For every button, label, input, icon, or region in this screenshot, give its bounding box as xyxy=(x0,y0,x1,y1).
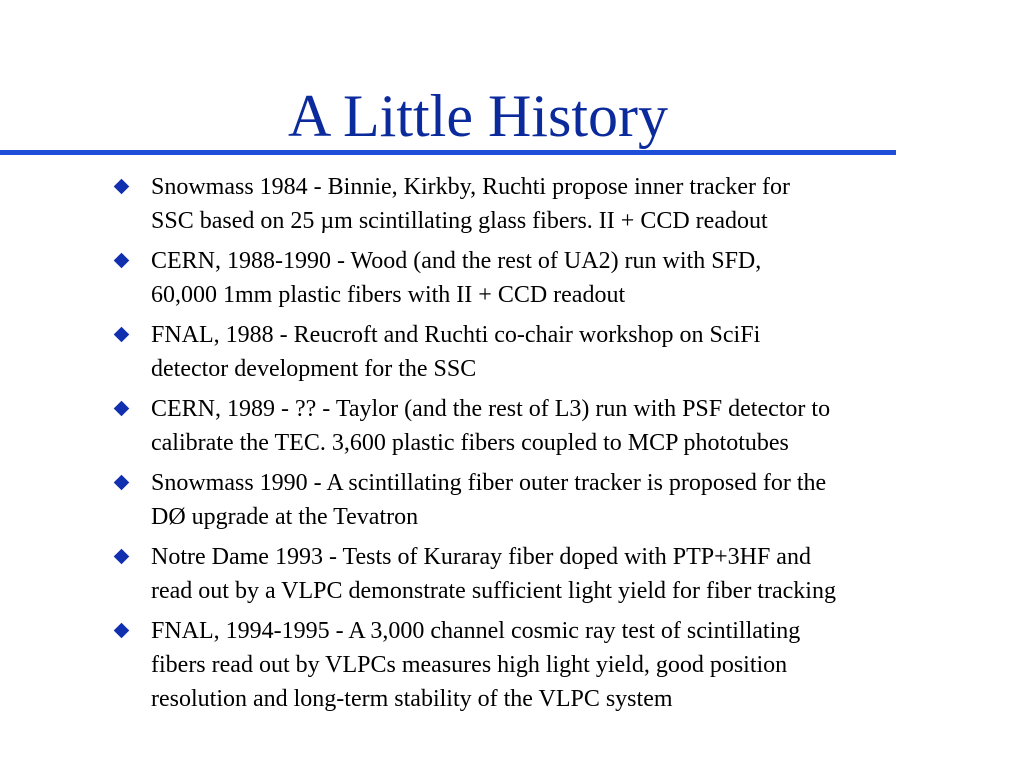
diamond-bullet-icon xyxy=(114,327,130,343)
bullet-text: FNAL, 1988 - Reucroft and Ruchti co-chair workshop on SciFi detector development for the SSC xyxy=(151,322,761,382)
diamond-bullet-icon xyxy=(114,179,130,195)
bullet-text: CERN, 1989 - ?? - Taylor (and the rest of L3) run with PSF detector to calibrate the TEC. 3,600 plastic fibers coupled to MCP phototubes xyxy=(151,396,831,456)
bullet-text: Snowmass 1990 - A scintillating fiber outer tracker is proposed for the DØ upgrade at the Tevatron xyxy=(151,470,827,530)
bullet-text: Snowmass 1984 - Binnie, Kirkby, Ruchti propose inner tracker for SSC based on 25 µm scintillating glass fibers. II + CCD readout xyxy=(151,174,790,234)
list-item xyxy=(114,466,994,534)
diamond-bullet-icon xyxy=(114,623,130,639)
list-item xyxy=(114,540,994,608)
list-item xyxy=(114,244,994,312)
diamond-bullet-icon xyxy=(114,401,130,417)
list-item xyxy=(114,614,994,716)
diamond-bullet-icon xyxy=(114,549,130,565)
bullet-text: Notre Dame 1993 - Tests of Kuraray fiber doped with PTP+3HF and read out by a VLPC demonstrate sufficient light yield for fiber tracking xyxy=(151,544,836,604)
slide-title: A Little History xyxy=(288,83,668,149)
bullet-list xyxy=(114,170,994,722)
list-item xyxy=(114,392,994,460)
list-item xyxy=(114,170,994,238)
bullet-text: CERN, 1988-1990 - Wood (and the rest of UA2) run with SFD, 60,000 1mm plastic fibers with II + CCD readout xyxy=(151,248,762,308)
bullet-text: FNAL, 1994-1995 - A 3,000 channel cosmic ray test of scintillating fibers read out by VLPCs measures high light yield, good position resolution and long-term stability of the VLPC system xyxy=(151,618,801,712)
diamond-bullet-icon xyxy=(114,475,130,491)
list-item xyxy=(114,318,994,386)
diamond-bullet-icon xyxy=(114,253,130,269)
title-underline xyxy=(0,150,896,155)
